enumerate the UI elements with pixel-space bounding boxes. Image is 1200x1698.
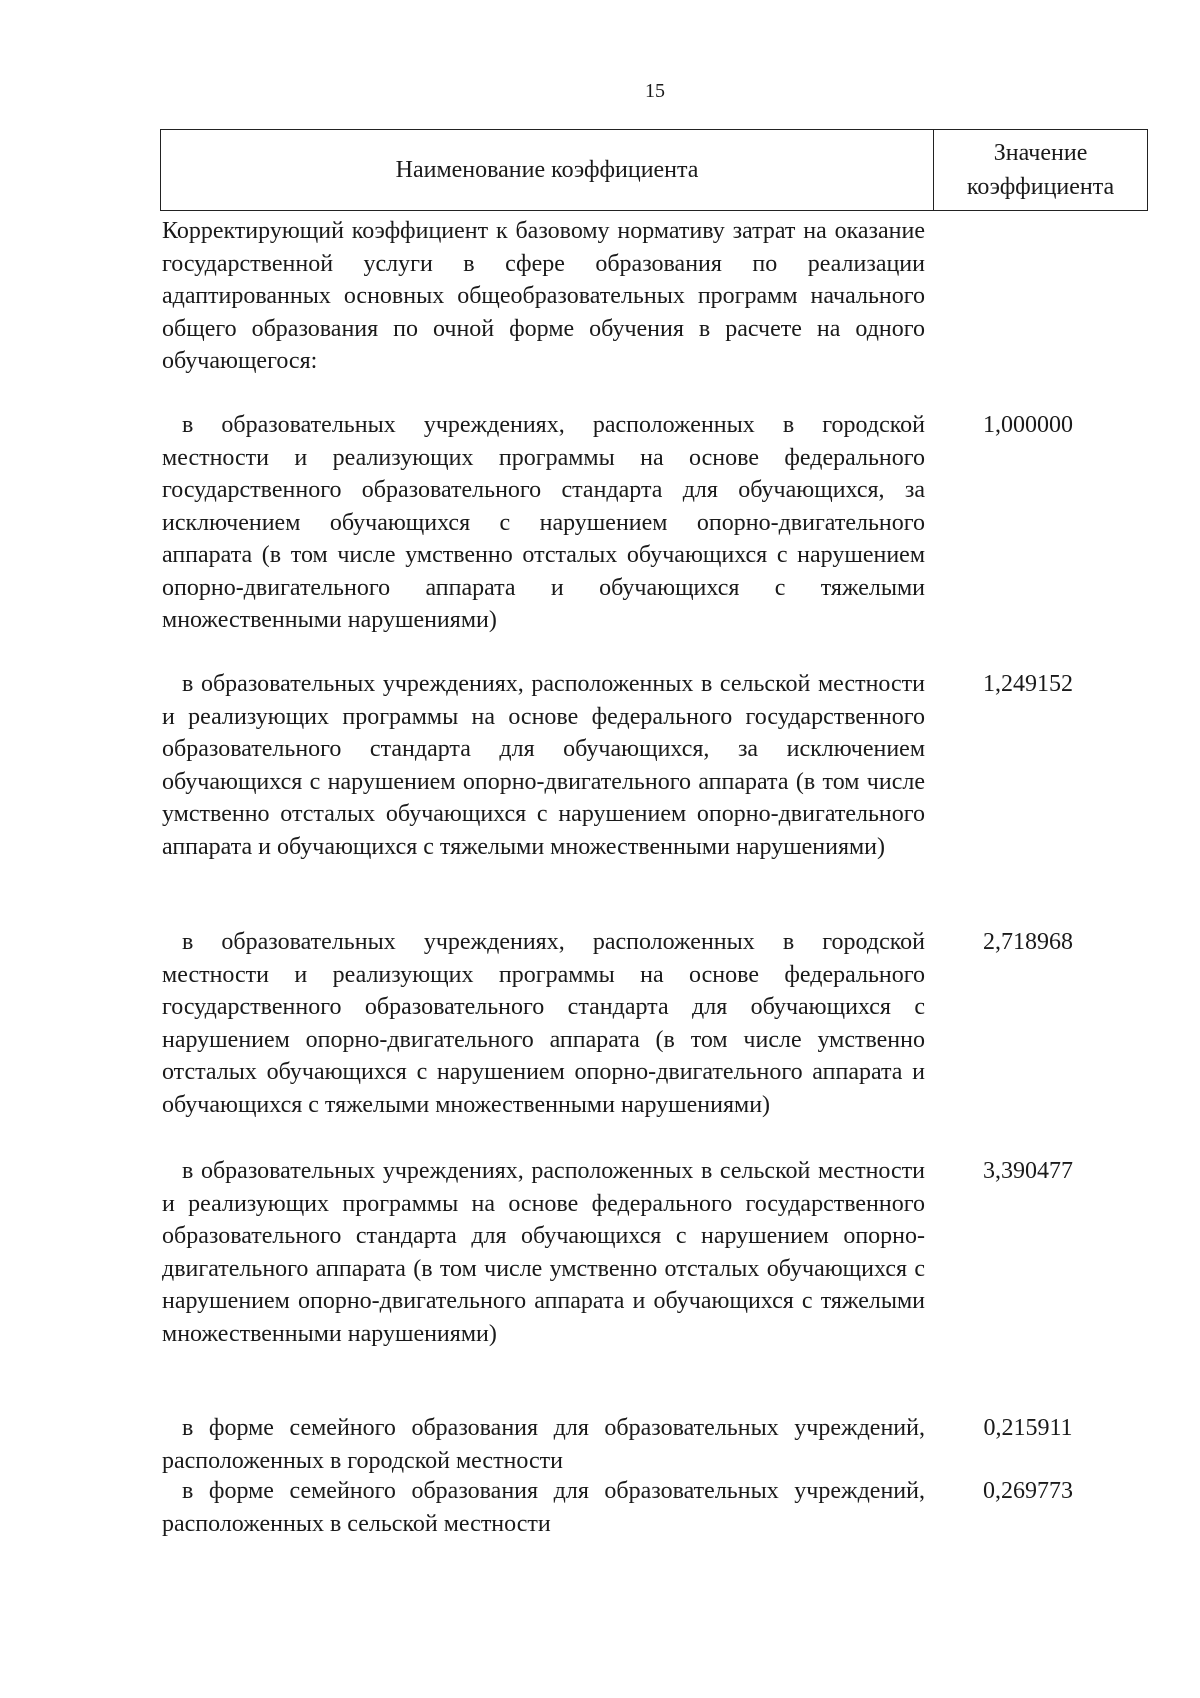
column-header-value-line2: коэффициента <box>966 174 1115 200</box>
row-value: 1,249152 <box>983 671 1073 697</box>
column-header-value <box>934 130 1148 211</box>
coefficient-row <box>162 1155 925 1350</box>
row-value: 0,269773 <box>983 1478 1073 1504</box>
row-description: в образовательных учреждениях, расположенных в городской местности и реализующих программы на основе федерального государственного образовательного стандарта для обучающихся с нарушением опорно-двигательного аппарата (в том числе умственно отсталых обучающихся с нарушением опорно-двигательного аппарата и обучающихся с тяжелыми множественными нарушениями) <box>162 929 925 1118</box>
coefficient-row <box>162 1412 925 1477</box>
row-value: 3,390477 <box>983 1158 1073 1184</box>
row-description: в образовательных учреждениях, расположенных в сельской местности и реализующих программы на основе федерального государственного образовательного стандарта для обучающихся с нарушением опорно-двигательного аппарата (в том числе умственно отсталых обучающихся с нарушением опорно-двигательного аппарата и обучающихся с тяжелыми множественными нарушениями) <box>162 1158 925 1347</box>
row-value: 1,000000 <box>983 412 1073 438</box>
intro-text: Корректирующий коэффициент к базовому нормативу затрат на оказание государственной услуги в сфере образования по реализации адаптированных основных общеобразовательных программ начального общего образования по очной форме обучения в расчете на одного обучающегося: <box>162 218 925 374</box>
coefficient-row <box>162 668 925 863</box>
row-description: в форме семейного образования для образовательных учреждений, расположенных в городской местности <box>162 1415 925 1474</box>
column-header-name: Наименование коэффициента <box>161 130 934 211</box>
row-value: 0,215911 <box>983 1415 1073 1441</box>
row-description: в образовательных учреждениях, расположенных в сельской местности и реализующих программы на основе федерального государственного образовательного стандарта для обучающихся, за исключением обучающихся с нарушением опорно-двигательного аппарата (в том числе умственно отсталых обучающихся с нарушением опорно-двигательного аппарата и обучающихся с тяжелыми множественными нарушениями) <box>162 671 925 860</box>
row-value: 2,718968 <box>983 929 1073 955</box>
table-header-row <box>161 130 1148 211</box>
coefficients-table-header <box>160 129 1148 211</box>
coefficient-row <box>162 409 925 637</box>
row-description: в форме семейного образования для образовательных учреждений, расположенных в сельской местности <box>162 1478 925 1537</box>
row-description: в образовательных учреждениях, расположенных в городской местности и реализующих программы на основе федерального государственного образовательного стандарта для обучающихся, за исключением обучающихся с нарушением опорно-двигательного аппарата (в том числе умственно отсталых обучающихся с нарушением опорно-двигательного аппарата и обучающихся с тяжелыми множественными нарушениями) <box>162 412 925 633</box>
coefficient-row <box>162 926 925 1121</box>
column-header-value-line1: Значение <box>993 140 1088 166</box>
coefficient-row <box>162 1475 925 1540</box>
intro-paragraph <box>162 215 925 378</box>
page-number: 15 <box>645 80 665 102</box>
